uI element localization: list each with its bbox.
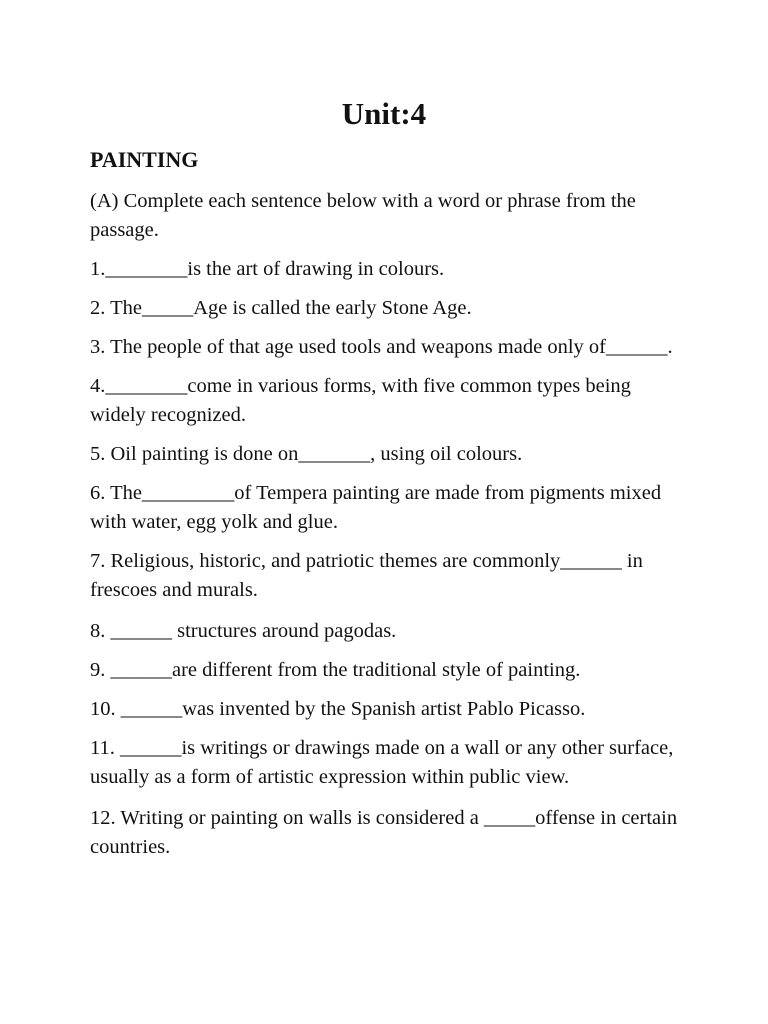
question-11: 11. ______is writings or drawings made on a wall or any other surface, usually as a form of artistic expression within public view. — [90, 737, 674, 788]
question-1: 1.________is the art of drawing in colours. — [90, 258, 445, 280]
question-7: 7. Religious, historic, and patriotic themes are commonly______ in frescoes and murals. — [90, 550, 643, 601]
question-4: 4.________come in various forms, with five common types being widely recognized. — [90, 375, 631, 426]
question-8: 8. ______ structures around pagodas. — [90, 620, 397, 642]
unit-title: Unit:4 — [341, 96, 427, 131]
question-2: 2. The_____Age is called the early Stone Age. — [90, 297, 472, 319]
question-3: 3. The people of that age used tools and weapons made only of______. — [90, 336, 673, 358]
question-10: 10. ______was invented by the Spanish artist Pablo Picasso. — [90, 698, 586, 720]
question-5: 5. Oil painting is done on_______, using oil colours. — [90, 443, 523, 465]
exercise-body — [90, 187, 690, 872]
section-heading: PAINTING — [90, 147, 199, 172]
question-12: 12. Writing or painting on walls is considered a _____offense in certain countries. — [90, 807, 678, 858]
question-9: 9. ______are different from the traditional style of painting. — [90, 659, 581, 681]
question-6: 6. The_________of Tempera painting are made from pigments mixed with water, egg yolk and glue. — [90, 482, 662, 533]
instruction-text: (A) Complete each sentence below with a word or phrase from the passage. — [90, 190, 636, 241]
